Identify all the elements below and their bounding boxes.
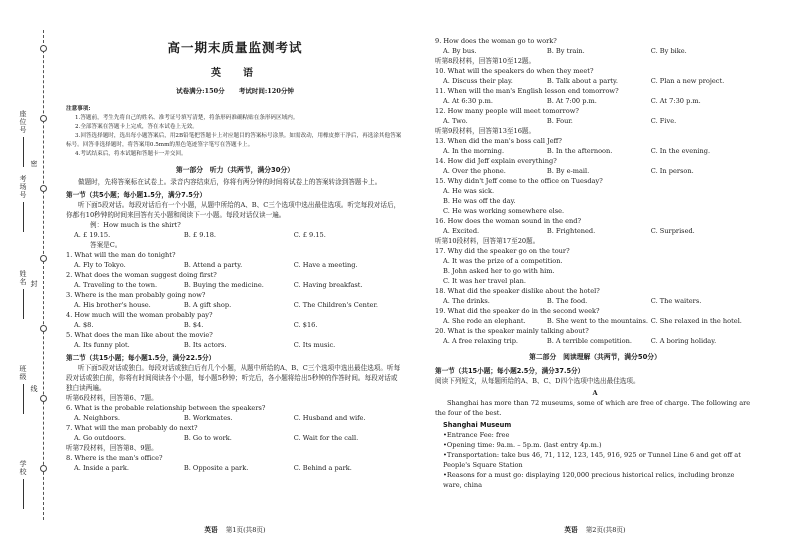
option: C. It was her travel plan. <box>443 277 526 286</box>
option: C. In person. <box>650 167 694 176</box>
option: C. At 7:30 p.m. <box>650 97 701 106</box>
option: A. Go outdoors. <box>74 434 126 443</box>
option: A. Excited. <box>443 227 480 236</box>
cut-mark: 封 <box>30 280 38 287</box>
question-options <box>66 463 404 473</box>
question-options <box>66 320 404 330</box>
question-group <box>435 286 755 346</box>
name-field[interactable]: 姓名 <box>8 270 38 319</box>
page-footer <box>435 525 755 535</box>
listening-cue: 听第7段材料，回答第8、9题。 <box>66 444 158 453</box>
question-stem: 13. When did the man's boss call Jeff? <box>435 137 562 146</box>
option: C. $16. <box>293 321 318 330</box>
question-options <box>66 280 404 290</box>
hole-mark <box>40 115 47 122</box>
option: A. Its funny plot. <box>74 341 130 350</box>
reading-section-1-title: 第一节（共15小题；每小题2.5分，满分37.5分） <box>435 366 585 375</box>
option: B. By train. <box>546 47 585 56</box>
page-1 <box>66 0 404 543</box>
passage-letter: A <box>592 388 598 397</box>
option: B. £ 9.18. <box>183 231 216 240</box>
option: C. Behind a park. <box>293 464 352 473</box>
option: A. Inside a park. <box>74 464 129 473</box>
class-field[interactable]: 班级 <box>8 365 38 414</box>
option: A. She rode an elephant. <box>443 317 526 326</box>
instructions <box>66 105 404 159</box>
hole-mark <box>40 465 47 472</box>
museum-detail: •Transportation: take bus 46, 71, 112, 123, 145, 916, 925 or Tunnel Line 6 and get off at People's Square Station <box>443 450 741 469</box>
option: C. He was working somewhere else. <box>443 207 565 216</box>
option: C. A boring holiday. <box>650 337 717 346</box>
passage-intro: Shanghai has more than 72 museums, some of which are free of charge. The following are the four of the best. <box>435 398 751 417</box>
option: B. Go to work. <box>183 434 232 443</box>
listening-cue: 听第9段材料，回答第13至16题。 <box>435 127 536 136</box>
question-stem: 1. What will the man do tonight? <box>66 251 176 260</box>
option: C. Husband and wife. <box>293 414 366 423</box>
option: A. He was sick. <box>443 187 495 196</box>
listening-cue: 听第10段材料，回答第17至20题。 <box>435 237 540 246</box>
question-stem: 6. What is the probable relationship between the speakers? <box>66 404 266 413</box>
question-stem: 7. What will the man probably do next? <box>66 424 198 433</box>
option: C. In the evening. <box>650 147 711 156</box>
reading-instructions: 阅读下列短文，从每题所给的A、B、C、D四个选项中选出最佳选项。 <box>435 376 640 385</box>
question-options <box>66 260 404 270</box>
cut-line <box>43 30 44 520</box>
option: C. Plan a new project. <box>650 77 725 86</box>
option: B. Buying the medicine. <box>183 281 264 290</box>
cut-mark: 线 <box>30 385 38 392</box>
instruction-item: 4.考试结束后，将本试题和答题卡一并交回。 <box>75 150 187 157</box>
section-2-title: 第二节（共15小题；每小题1.5分，满分22.5分） <box>66 354 216 363</box>
option: C. £ 9.15. <box>293 231 326 240</box>
cut-mark: 密 <box>30 160 38 167</box>
museum-name: Shanghai Museum <box>443 420 512 429</box>
page-2 <box>435 0 755 543</box>
listening-cue: 听第8段材料，回答第10至12题。 <box>435 57 536 66</box>
question-group <box>66 250 404 350</box>
exam-meta <box>66 87 404 97</box>
question-stem: 16. How does the woman sound in the end? <box>435 217 582 226</box>
binding-margin <box>0 0 56 543</box>
option: A. His brother's house. <box>74 301 151 310</box>
question-stem: 11. When will the man's English lesson end tomorrow? <box>435 87 619 96</box>
question-options <box>435 166 755 176</box>
exam-title: 高一期末质量监测考试 <box>167 40 303 55</box>
hole-mark <box>40 185 47 192</box>
option: A. Traveling to the town. <box>74 281 158 290</box>
option: B. The food. <box>546 297 588 306</box>
question-stem: 4. How much will the woman probably pay? <box>66 311 213 320</box>
option: B. Attend a party. <box>183 261 243 270</box>
question-stem: 20. What is the speaker mainly talking about? <box>435 327 589 336</box>
question-group <box>435 36 755 56</box>
question-stem: 15. Why didn't Jeff come to the office on Tuesday? <box>435 177 603 186</box>
school-field[interactable]: 学校 <box>8 460 38 509</box>
example-question: 例：How much is the shirt? <box>90 221 181 230</box>
footer-page-number: 第1页(共8页) <box>225 525 266 534</box>
question-stem: 9. How does the woman go to work? <box>435 37 557 45</box>
question-stem: 3. Where is the man probably going now? <box>66 291 206 300</box>
question-stem: 17. Why did the speaker go on the tour? <box>435 247 570 256</box>
question-options <box>66 340 404 350</box>
full-score: 试卷满分:150分 <box>176 87 225 96</box>
exam-time: 考试时间:120分钟 <box>238 87 294 96</box>
seat-number-field[interactable]: 座位号 <box>8 110 38 167</box>
section-1-title: 第一节（共5小题；每小题1.5分，满分7.5分） <box>66 191 207 200</box>
question-group <box>66 403 404 443</box>
exam-subject: 英 语 <box>211 68 259 79</box>
option: C. She relaxed in the hotel. <box>650 317 742 326</box>
option: A. In the morning. <box>443 147 505 156</box>
part-1-title: 第一部分 听力（共两节，满分30分） <box>175 165 295 174</box>
instruction-item: 2.全部答案在答题卡上完成，答在本试卷上无效。 <box>75 123 198 130</box>
hole-mark <box>40 325 47 332</box>
option: B. By e-mail. <box>546 167 590 176</box>
example-options <box>66 230 404 240</box>
exam-room-field[interactable]: 考场号 <box>8 175 38 232</box>
option: A. A free relaxing trip. <box>443 337 519 346</box>
option: C. Having breakfast. <box>293 281 363 290</box>
option: B. In the afternoon. <box>546 147 613 156</box>
question-stem: 12. How many people will meet tomorrow? <box>435 107 579 116</box>
question-options <box>435 76 755 86</box>
question-options <box>66 433 404 443</box>
question-options <box>66 300 404 310</box>
option: C. By bike. <box>650 47 687 56</box>
question-options <box>435 96 755 106</box>
option: A. By bus. <box>443 47 477 56</box>
option: A. Discuss their play. <box>443 77 513 86</box>
option: B. $4. <box>183 321 204 330</box>
museum-detail: •Opening time: 9a.m. – 5p.m. (last entry 4p.m.) <box>443 440 602 449</box>
part-2-title: 第二部分 阅读理解（共两节，满分50分） <box>529 353 661 362</box>
question-stem: 19. What did the speaker do in the second week? <box>435 307 600 316</box>
option: B. Workmates. <box>183 414 233 423</box>
question-group <box>66 453 404 473</box>
option: C. Surprised. <box>650 227 695 236</box>
question-group <box>435 66 755 126</box>
option: B. Talk about a party. <box>546 77 618 86</box>
question-stem: 2. What does the woman suggest doing first? <box>66 271 217 280</box>
instruction-item: 3.回答选择题时，选出每小题答案后，用2B铅笔把答题卡上对应题目的答案标号涂黑。如需改动，用橡皮擦干净后，再选涂其他答案标号。回答非选择题时，将答案用0.5mm的黑色笔迹签字笔写在答题卡上。 <box>66 132 402 148</box>
option: A. The drinks. <box>443 297 490 306</box>
footer-subject: 英语 <box>564 525 578 534</box>
section-2-instructions: 听下面5段对话或独白。每段对话或独白后有几个小题，从题中所给的A、B、C三个选项中选出最佳选项。听每段对话或独白前，你将有时间阅读各个小题，每小题5秒钟；听完后，各小题将给出5秒钟的作答时间。每段对话或独白读两遍。 <box>66 364 401 393</box>
option: C. Wait for the call. <box>293 434 359 443</box>
question-options <box>435 46 755 56</box>
instruction-item: 1.答题前，考生先将自己的姓名、准考证号填写清楚，将条形码准确粘贴在条形码区域内。 <box>75 115 299 121</box>
option: A. At 6:30 p.m. <box>443 97 493 106</box>
option: B. John asked her to go with him. <box>443 267 555 276</box>
option: A. Neighbors. <box>74 414 121 423</box>
option: B. At 7:00 p.m. <box>546 97 597 106</box>
museum-detail: •Entrance Fee: free <box>443 430 510 439</box>
option: A. Over the phone. <box>443 167 506 176</box>
option: A. Fly to Tokyo. <box>74 261 126 270</box>
option: B. Four. <box>546 117 573 126</box>
section-1-instructions: 听下面5段对话。每段对话后有一个小题，从题中所给的A、B、C三个选项中选出最佳选项。听完每段对话后，你都有10秒钟的时间来回答有关小题和阅读下一小题。每段对话仅读一遍。 <box>66 201 401 220</box>
option: C. The waiters. <box>650 297 702 306</box>
question-options <box>435 316 755 326</box>
option: C. Its music. <box>293 341 336 350</box>
listening-cue: 听第6段材料，回答第6、7题。 <box>66 394 158 403</box>
option: B. She went to the mountains. <box>546 317 648 326</box>
instructions-heading: 注意事项: <box>66 106 91 113</box>
question-options <box>435 116 755 126</box>
option: B. A terrible competition. <box>546 337 632 346</box>
hole-mark <box>40 255 47 262</box>
option: A. $8. <box>74 321 94 330</box>
footer-page-number: 第2页(共8页) <box>585 525 626 534</box>
question-stem: 10. What will the speakers do when they meet? <box>435 67 594 76</box>
option: C. Have a meeting. <box>293 261 358 270</box>
question-stem: 14. How did Jeff explain everything? <box>435 157 557 166</box>
option: B. Frightened. <box>546 227 596 236</box>
hole-mark <box>40 395 47 402</box>
hole-mark <box>40 45 47 52</box>
option: C. Five. <box>650 117 677 126</box>
option: C. The Children's Center. <box>293 301 378 310</box>
question-stem: 8. Where is the man's office? <box>66 454 163 463</box>
example-answer: 答案是C。 <box>90 241 122 250</box>
question-options <box>435 226 755 236</box>
option: B. A gift shop. <box>183 301 232 310</box>
question-options <box>66 413 404 423</box>
option: B. Opposite a park. <box>183 464 249 473</box>
question-options <box>435 296 755 306</box>
question-stem: 18. What did the speaker dislike about the hotel? <box>435 287 600 296</box>
museum-detail: •Reasons for a must go: displaying 120,000 precious historical relics, including bronze ware, china <box>443 470 735 489</box>
question-stem: 5. What does the man like about the movie? <box>66 331 213 340</box>
part-1-intro: 做题时，先将答案标在试卷上。录音内容结束后，你将有两分钟的时间将试卷上的答案转涂到答题卡上。 <box>78 178 382 187</box>
option: A. Two. <box>443 117 468 126</box>
page-footer <box>66 525 404 535</box>
option: B. He was off the day. <box>443 197 516 206</box>
option: B. Its actors. <box>183 341 227 350</box>
question-group <box>435 136 755 176</box>
option: A. £ 19.15. <box>74 231 111 240</box>
footer-subject: 英语 <box>204 525 218 534</box>
option: A. It was the prize of a competition. <box>443 257 563 266</box>
question-options <box>435 146 755 156</box>
question-options <box>435 336 755 346</box>
